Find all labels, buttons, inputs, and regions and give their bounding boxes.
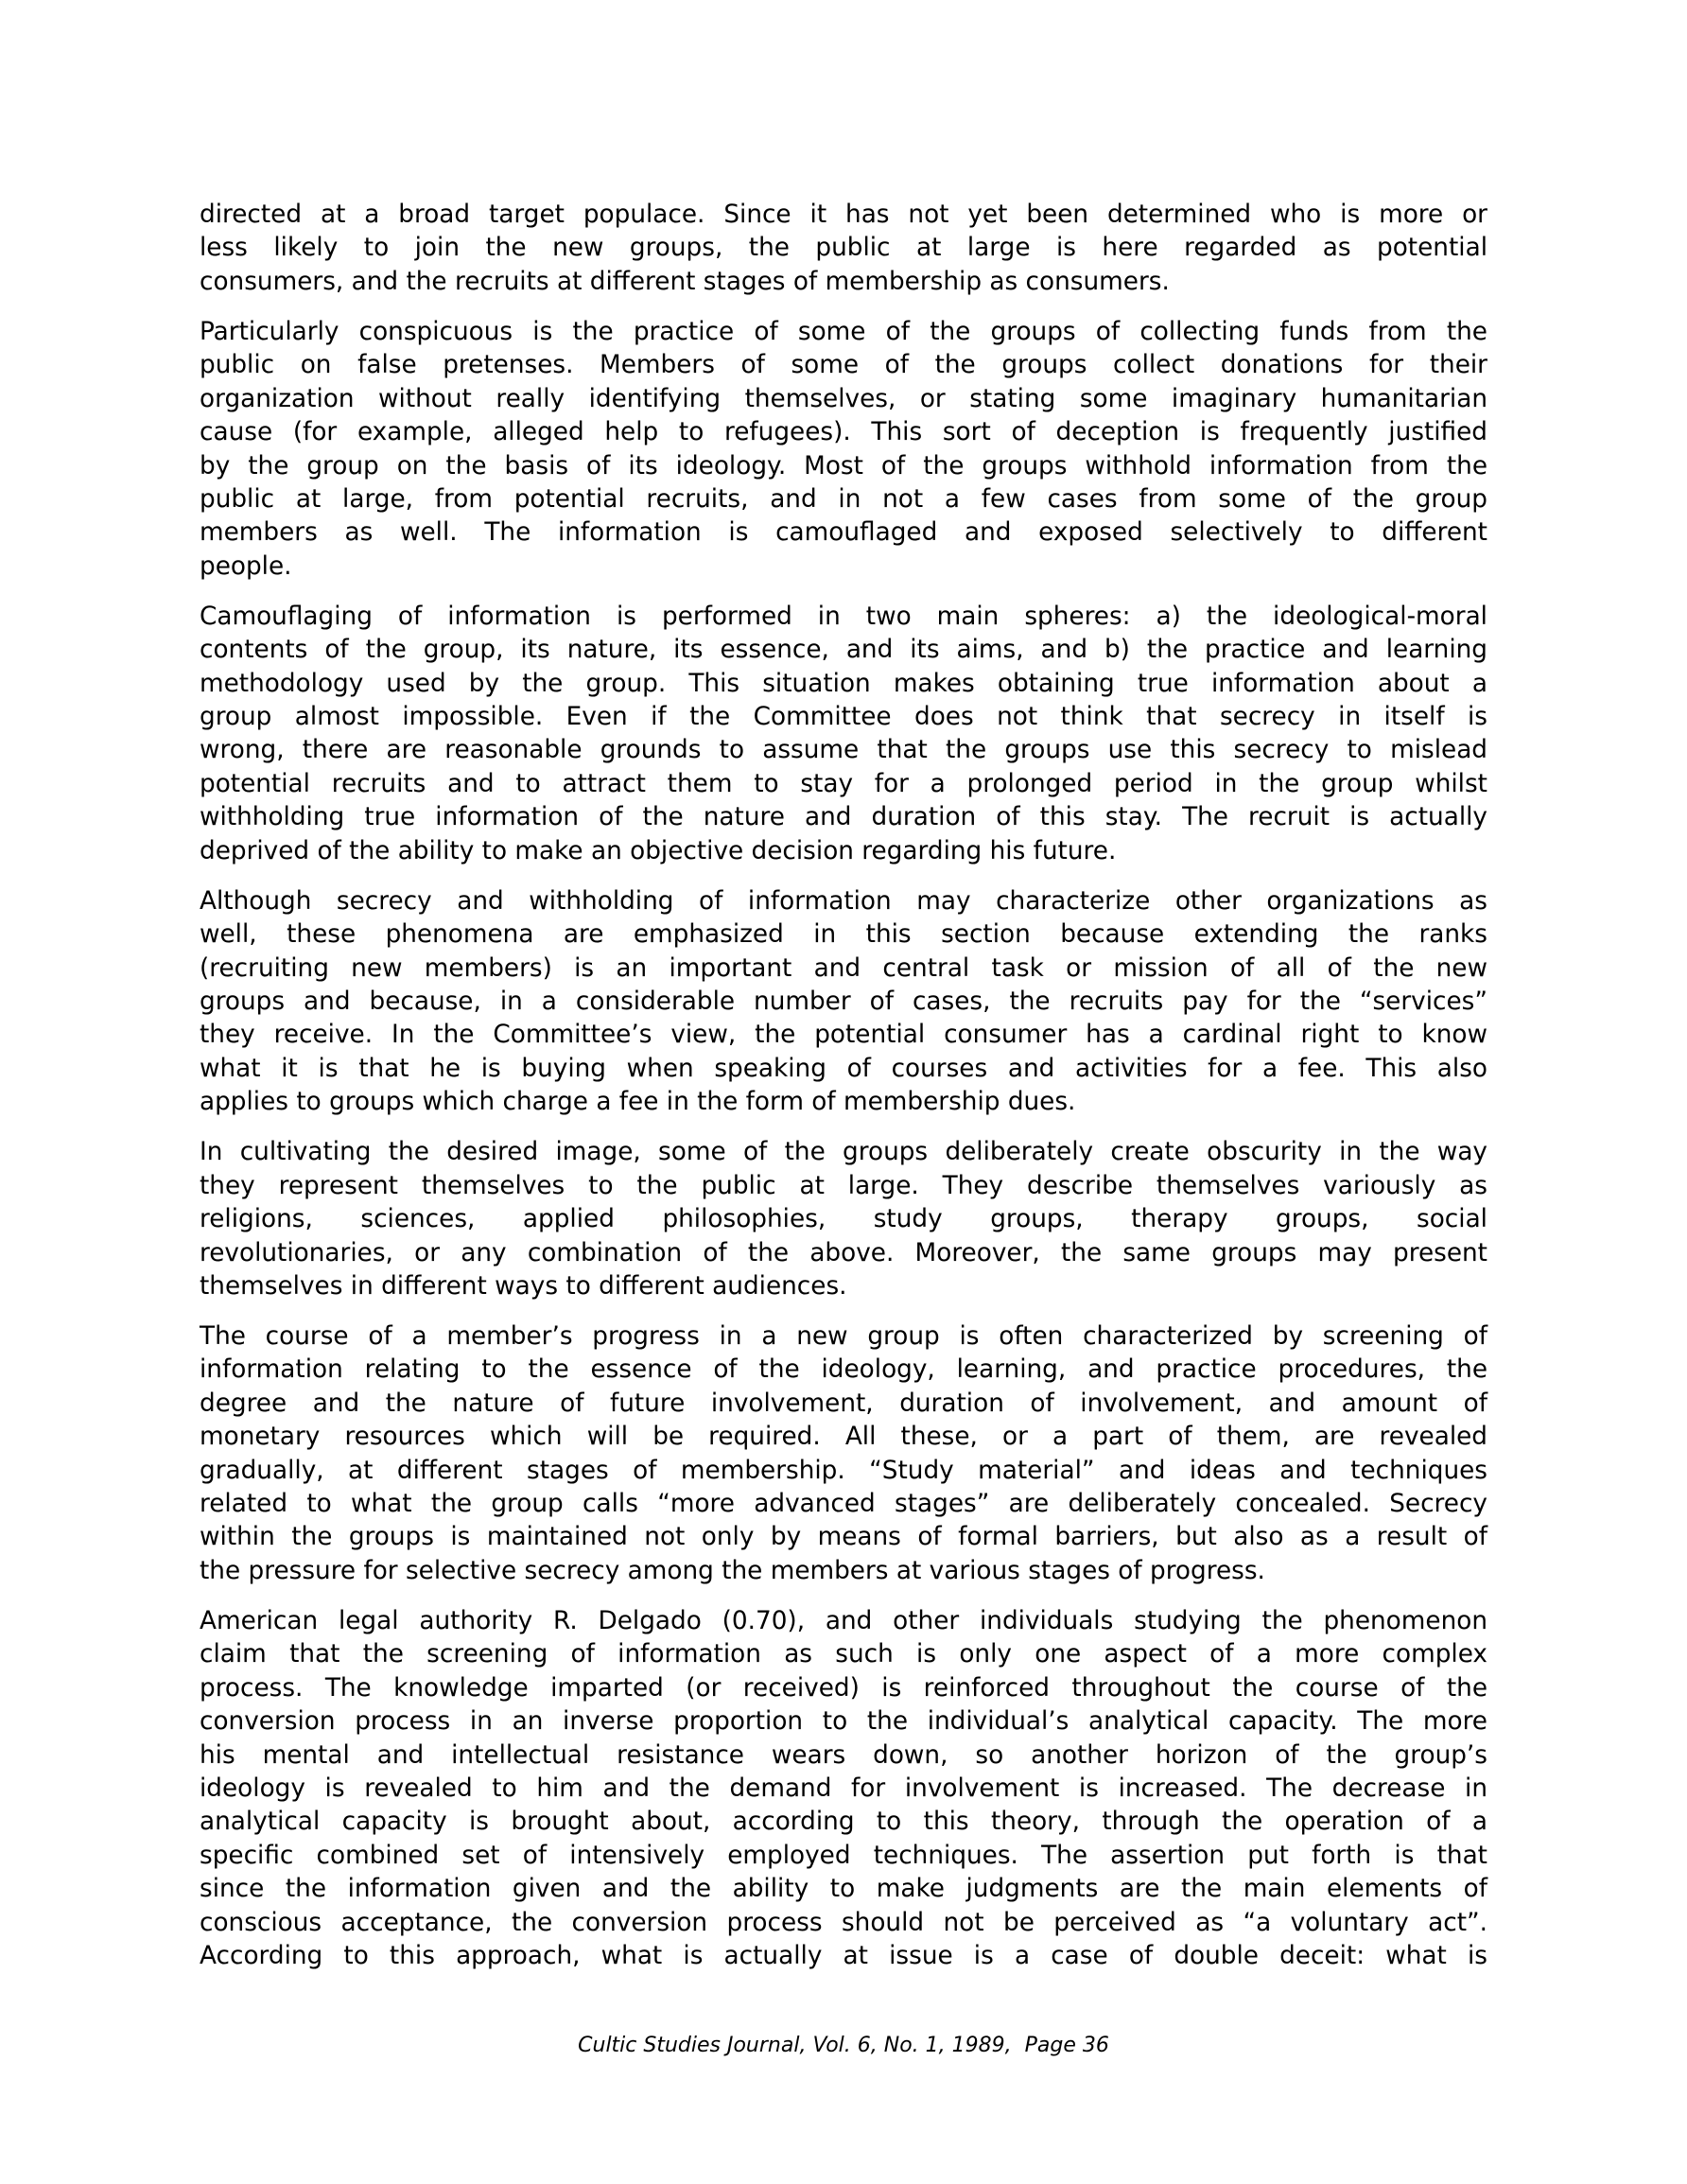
- text-line: wrong, there are reasonable grounds to assume that the groups use this secrecy to mislead: [200, 736, 1487, 765]
- paragraph: [200, 601, 1487, 868]
- text-line: Although secrecy and withholding of information may characterize other organizations as: [200, 886, 1487, 916]
- text-line: ideology is revealed to him and the demand for involvement is increased. The decrease in: [200, 1773, 1487, 1803]
- text-line: (recruiting new members) is an important and central task or mission of all of the new: [200, 953, 1487, 983]
- paragraph: [200, 1136, 1487, 1303]
- text-line: potential recruits and to attract them to stay for a prolonged period in the group whilst: [200, 769, 1487, 798]
- text-line: they represent themselves to the public at large. They describe themselves variously as: [200, 1171, 1487, 1200]
- text-line: they receive. In the Committee’s view, the potential consumer has a cardinal right to know: [200, 1021, 1487, 1050]
- text-line: public at large, from potential recruits, and in not a few cases from some of the group: [200, 484, 1487, 514]
- text-line: degree and the nature of future involvement, duration of involvement, and amount of: [200, 1389, 1487, 1418]
- text-line: process. The knowledge imparted (or received) is reinforced throughout the course of the: [200, 1673, 1487, 1703]
- text-line: withholding true information of the nature and duration of this stay. The recruit is actually: [200, 803, 1487, 832]
- text-line: contents of the group, its nature, its essence, and its aims, and b) the practice and learning: [200, 636, 1487, 665]
- text-line: In cultivating the desired image, some of the groups deliberately create obscurity in the way: [200, 1138, 1487, 1167]
- text-line: people.: [200, 551, 292, 581]
- text-line: organization without really identifying themselves, or stating some imaginary humanitarian: [200, 384, 1487, 413]
- text-line: group almost impossible. Even if the Committee does not think that secrecy in itself is: [200, 703, 1487, 732]
- body-text: [200, 199, 1487, 1990]
- text-line: deprived of the ability to make an objective decision regarding his future.: [200, 836, 1117, 865]
- page-footer: Cultic Studies Journal, Vol. 6, No. 1, 1989, Page 36: [578, 2034, 1109, 2057]
- text-line: his mental and intellectual resistance wears down, so another horizon of the group’s: [200, 1740, 1487, 1770]
- text-line: groups and because, in a considerable number of cases, the recruits pay for the “services”: [200, 987, 1487, 1016]
- paragraph: [200, 1320, 1487, 1588]
- text-line: public on false pretenses. Members of some of the groups collect donations for their: [200, 351, 1487, 380]
- text-line: consumers, and the recruits at different stages of membership as consumers.: [200, 267, 1170, 296]
- text-line: According to this approach, what is actually at issue is a case of double deceit: what is: [200, 1941, 1487, 1970]
- paragraph: [200, 1605, 1487, 1973]
- text-line: American legal authority R. Delgado (0.70), and other individuals studying the phenomenon: [200, 1607, 1487, 1636]
- text-line: Particularly conspicuous is the practice of some of the groups of collecting funds from the: [200, 317, 1487, 346]
- text-line: within the groups is maintained not only by means of formal barriers, but also as a result of: [200, 1523, 1487, 1552]
- text-line: monetary resources which will be required. All these, or a part of them, are revealed: [200, 1423, 1487, 1452]
- text-line: applies to groups which charge a fee in the form of membership dues.: [200, 1088, 1076, 1117]
- paragraph: [200, 316, 1487, 584]
- text-line: conversion process in an inverse proportion to the individual’s analytical capacity. The more: [200, 1707, 1487, 1737]
- text-line: claim that the screening of information as such is only one aspect of a more complex: [200, 1640, 1487, 1669]
- paragraph: [200, 199, 1487, 299]
- text-line: conscious acceptance, the conversion process should not be perceived as “a voluntary act”.: [200, 1908, 1487, 1937]
- text-line: what it is that he is buying when speaking of courses and activities for a fee. This also: [200, 1054, 1487, 1083]
- text-line: by the group on the basis of its ideology. Most of the groups withhold information from the: [200, 451, 1487, 480]
- text-line: revolutionaries, or any combination of the above. Moreover, the same groups may present: [200, 1238, 1487, 1267]
- text-line: The course of a member’s progress in a new group is often characterized by screening of: [200, 1322, 1487, 1352]
- text-line: analytical capacity is brought about, according to this theory, through the operation of a: [200, 1808, 1487, 1837]
- text-line: less likely to join the new groups, the public at large is here regarded as potential: [200, 234, 1487, 263]
- text-line: cause (for example, alleged help to refugees). This sort of deception is frequently justified: [200, 418, 1487, 447]
- text-line: members as well. The information is camouflaged and exposed selectively to different: [200, 518, 1487, 548]
- text-line: since the information given and the ability to make judgments are the main elements of: [200, 1875, 1487, 1904]
- text-line: themselves in different ways to different audiences.: [200, 1271, 847, 1301]
- text-line: information relating to the essence of the ideology, learning, and practice procedures, the: [200, 1355, 1487, 1385]
- paragraph: [200, 885, 1487, 1120]
- text-line: methodology used by the group. This situation makes obtaining true information about a: [200, 669, 1487, 698]
- text-line: the pressure for selective secrecy among the members at various stages of progress.: [200, 1556, 1265, 1585]
- text-line: gradually, at different stages of membership. “Study material” and ideas and techniques: [200, 1456, 1487, 1485]
- text-line: well, these phenomena are emphasized in this section because extending the ranks: [200, 920, 1487, 950]
- text-line: related to what the group calls “more advanced stages” are deliberately concealed. Secrecy: [200, 1490, 1487, 1519]
- text-line: directed at a broad target populace. Since it has not yet been determined who is more or: [200, 201, 1487, 229]
- text-line: Camouflaging of information is performed in two main spheres: a) the ideological-moral: [200, 602, 1487, 631]
- text-line: religions, sciences, applied philosophies, study groups, therapy groups, social: [200, 1205, 1487, 1234]
- text-line: specific combined set of intensively employed techniques. The assertion put forth is that: [200, 1841, 1487, 1870]
